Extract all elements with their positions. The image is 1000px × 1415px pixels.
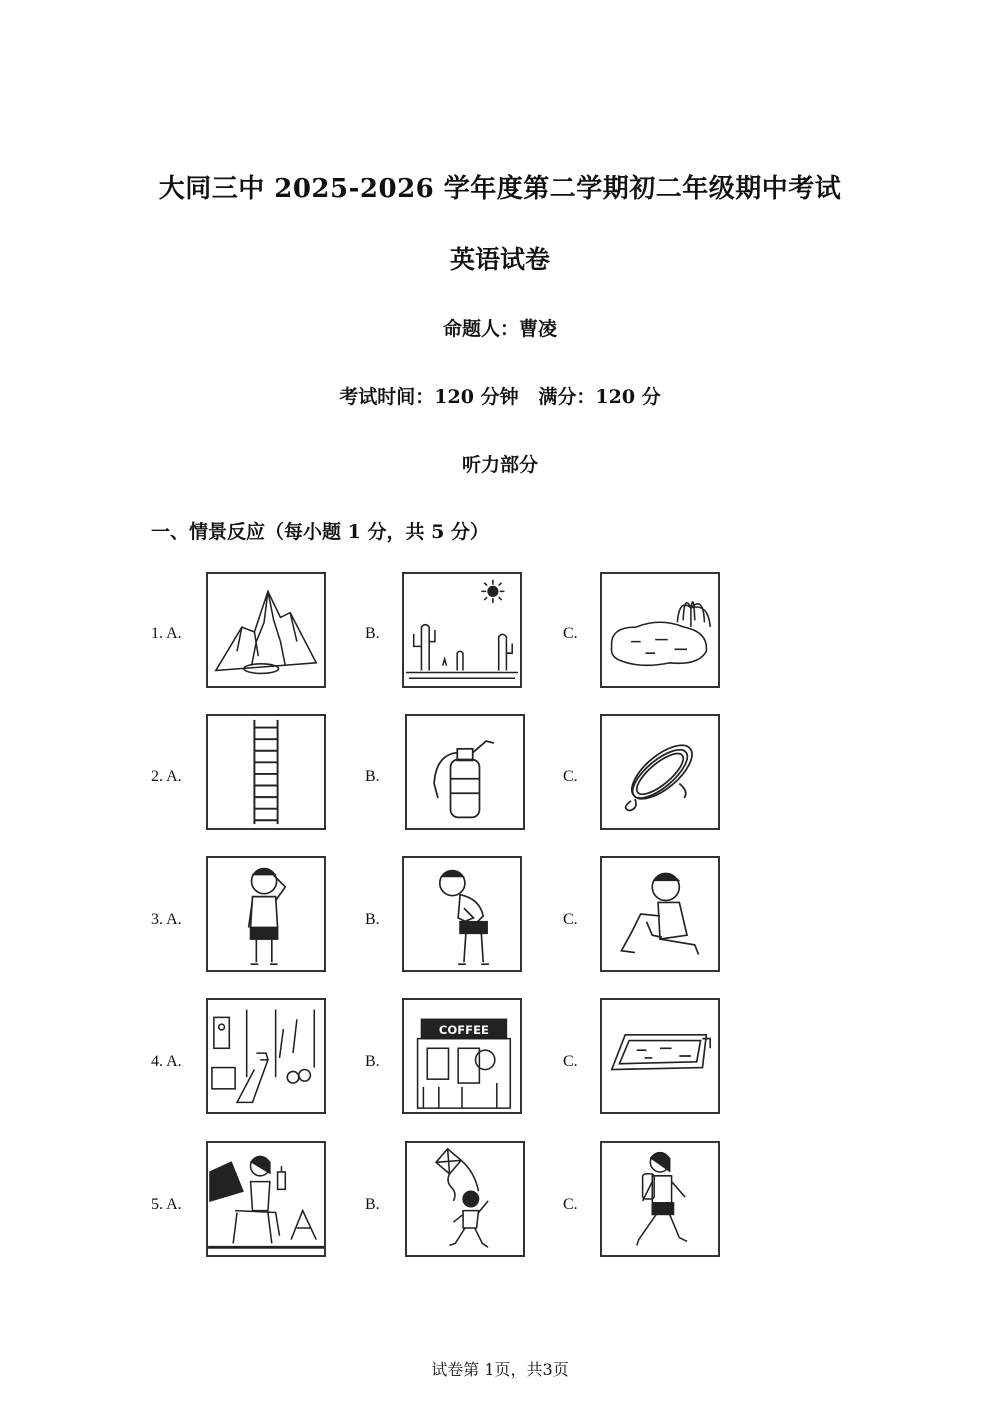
option-label: C.	[563, 1196, 578, 1213]
exam-subject: 英语试卷	[449, 245, 550, 274]
fire-extinguisher-icon	[405, 714, 525, 830]
option-label: C.	[563, 768, 578, 785]
option-label: C.	[563, 625, 578, 642]
desert-icon	[402, 572, 522, 688]
hiking-icon	[600, 1141, 720, 1257]
option-label: C.	[563, 1053, 578, 1070]
option-label: 4. A.	[151, 1053, 182, 1070]
option-label: 3. A.	[151, 911, 182, 928]
mountain-icon	[206, 572, 326, 688]
coffee-shop-icon	[402, 998, 522, 1114]
option-label: B.	[365, 768, 380, 785]
option-label: 2. A.	[151, 768, 182, 785]
option-label: 5. A.	[151, 1196, 182, 1213]
section-heading: 一、情景反应（每小题 1 分，共 5 分）	[151, 521, 489, 543]
option-label: B.	[365, 1196, 380, 1213]
coffee-sign: COFFEE	[438, 1022, 489, 1037]
exam-info: 考试时间：120 分钟 满分：120 分	[339, 386, 661, 408]
option-label: B.	[365, 911, 380, 928]
pool-icon	[600, 998, 720, 1114]
gym-icon	[206, 998, 326, 1114]
headache-boy-icon	[206, 856, 326, 972]
part-heading: 听力部分	[461, 454, 538, 476]
option-label: 1. A.	[151, 625, 182, 642]
option-label: C.	[563, 911, 578, 928]
exam-author: 命题人：曹凌	[442, 318, 557, 340]
rope-icon	[600, 714, 720, 830]
pond-icon	[600, 572, 720, 688]
page-footer: 试卷第 1页，共3页	[431, 1360, 569, 1379]
option-label: B.	[365, 625, 380, 642]
kite-flying-icon	[405, 1141, 525, 1257]
exam-title: 大同三中 2025-2026 学年度第二学期初二年级期中考试	[158, 174, 842, 204]
option-label: B.	[365, 1053, 380, 1070]
ladder-icon	[206, 714, 326, 830]
stomachache-boy-icon	[402, 856, 522, 972]
knee-hurt-boy-icon	[600, 856, 720, 972]
camping-icon	[206, 1141, 326, 1257]
